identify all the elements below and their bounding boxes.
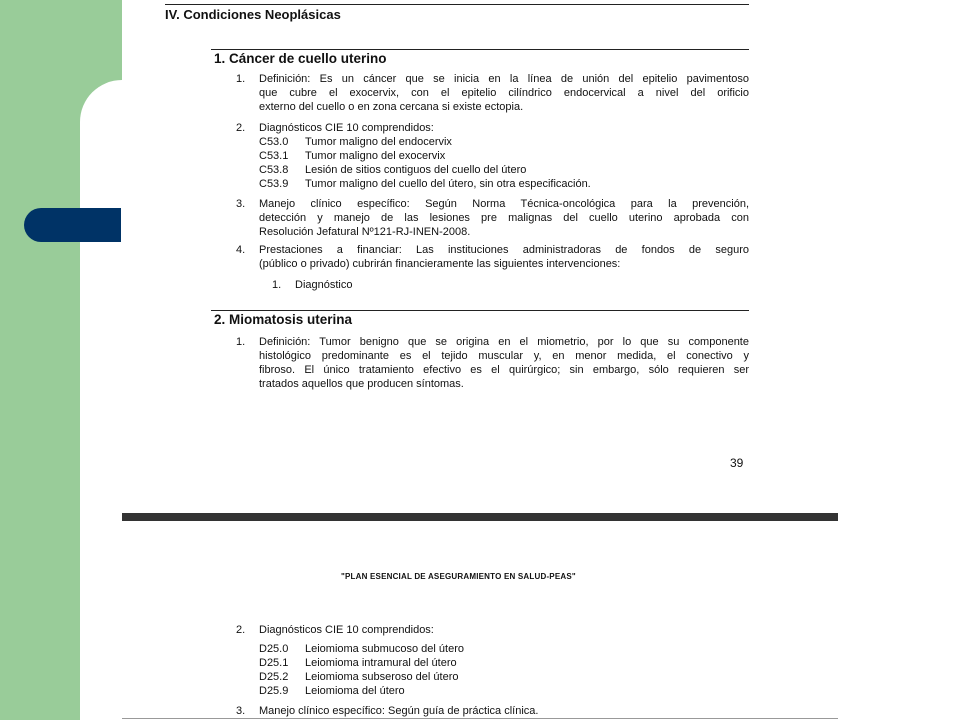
code-description: Leiomioma submucoso del útero — [305, 643, 464, 655]
navy-accent-tab — [24, 208, 121, 242]
management-label: Manejo clínico específico: Según guía de práctica clínica. — [259, 705, 539, 717]
item-number: 2. — [236, 122, 246, 134]
code-description: Tumor maligno del exocervix — [305, 150, 446, 162]
code-description: Leiomioma intramural del útero — [305, 657, 457, 669]
code: C53.0 — [259, 136, 289, 148]
code-row — [259, 135, 591, 149]
code-row — [259, 684, 464, 698]
definition-line: Definición: Es un cáncer que se inicia en la línea de unión del epitelio pavimentoso — [259, 73, 749, 85]
code: C53.8 — [259, 164, 289, 176]
page-separator — [122, 513, 838, 521]
code-description: Leiomioma subseroso del útero — [305, 671, 459, 683]
definition-line: que cubre el exocervix, con el epitelio cilíndrico endocervical a nivel del orificio — [259, 87, 749, 99]
benefits-line: (público o privado) cubrirán financieramente las siguientes intervenciones: — [259, 258, 621, 270]
myoma-definition-line: fibroso. El único tratamiento efectivo es el quirúrgico; sin embargo, sólo requieren ser — [259, 364, 749, 376]
code-description: Leiomioma del útero — [305, 685, 405, 697]
subsection1-title: 1. Cáncer de cuello uterino — [214, 51, 387, 66]
definition-line: externo del cuello o en zona cercana si existe ectopia. — [259, 101, 524, 113]
code-row — [259, 149, 591, 163]
myoma-definition-line: tratados aquellos que producen síntomas. — [259, 378, 464, 390]
sub-item-number: 1. — [272, 279, 282, 291]
diagnostics-label: Diagnósticos CIE 10 comprendidos: — [259, 624, 434, 636]
page-header: "PLAN ESENCIAL DE ASEGURAMIENTO EN SALUD-PEAS" — [341, 572, 576, 581]
management-line: Manejo clínico específico: Según Norma Técnica-oncológica para la prevención, — [259, 198, 749, 210]
section-title: IV. Condiciones Neoplásicas — [165, 7, 341, 22]
content-rounded-corner — [80, 80, 164, 164]
definition-paragraph — [259, 72, 749, 114]
code-row — [259, 177, 591, 191]
item-number: 3. — [236, 705, 246, 717]
code: D25.0 — [259, 643, 289, 655]
page-number: 39 — [730, 456, 744, 470]
management-line: detección y manejo de las lesiones pre malignas del cuello uterino aprobada con — [259, 212, 749, 224]
code-row — [259, 642, 464, 656]
diagnostics-heading — [259, 121, 749, 135]
benefits-line: Prestaciones a financiar: Las instituciones administradoras de fondos de seguro — [259, 244, 749, 256]
diagnostic-code-list — [259, 642, 464, 698]
code: C53.9 — [259, 178, 289, 190]
code: D25.9 — [259, 685, 289, 697]
sub-item-label: Diagnóstico — [295, 279, 353, 291]
diagnostics-label: Diagnósticos CIE 10 comprendidos: — [259, 122, 434, 134]
code: D25.2 — [259, 671, 289, 683]
benefits-paragraph — [259, 243, 749, 271]
code-description: Lesión de sitios contiguos del cuello del útero — [305, 164, 527, 176]
diagnostic-code-list — [259, 135, 591, 191]
myoma-definition-line: histológico predominante es el tejido muscular y, en menor medida, el conectivo y — [259, 350, 749, 362]
subsection2-title: 2. Miomatosis uterina — [214, 312, 353, 327]
code: C53.1 — [259, 150, 289, 162]
sidebar-green-top — [80, 0, 122, 80]
code-description: Tumor maligno del cuello del útero, sin otra especificación. — [305, 178, 591, 190]
top-rule — [165, 4, 749, 5]
item-number: 1. — [236, 336, 246, 348]
item-number: 2. — [236, 624, 246, 636]
subsection1-rule — [211, 49, 749, 50]
code: D25.1 — [259, 657, 289, 669]
management-paragraph — [259, 197, 749, 239]
sidebar-green-band — [0, 0, 80, 720]
subsection2-rule — [211, 310, 749, 311]
code-row — [259, 656, 464, 670]
code-row — [259, 163, 591, 177]
item-number: 3. — [236, 198, 246, 210]
code-description: Tumor maligno del endocervix — [305, 136, 452, 148]
code-row — [259, 670, 464, 684]
item-number: 4. — [236, 244, 246, 256]
myoma-definition-line: Definición: Tumor benigno que se origina en el miometrio, por lo que su componente — [259, 336, 749, 348]
myoma-definition-paragraph — [259, 335, 749, 391]
item-number: 1. — [236, 73, 246, 85]
bottom-edge — [122, 718, 838, 719]
management-line: Resolución Jefatural Nº121-RJ-INEN-2008. — [259, 226, 471, 238]
